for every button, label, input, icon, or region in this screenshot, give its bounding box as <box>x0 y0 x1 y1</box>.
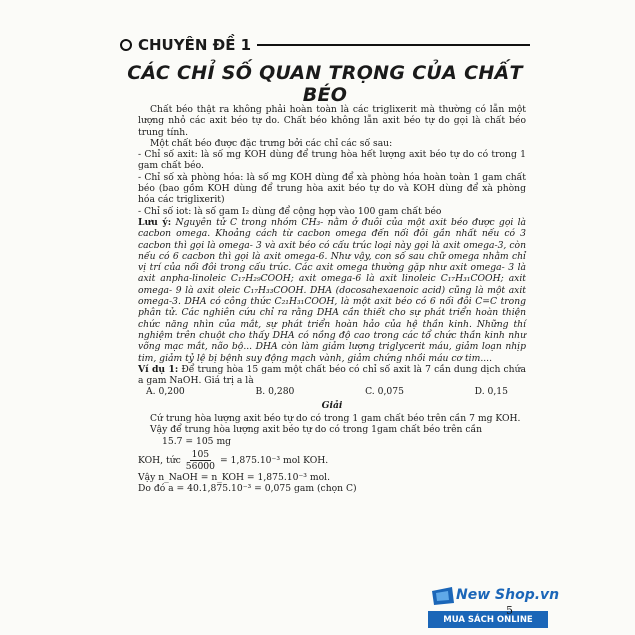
fraction-prefix: KOH, tức <box>138 454 181 466</box>
note-paragraph <box>138 217 526 364</box>
fraction-denominator: 56000 <box>185 460 215 472</box>
intro-paragraph: Chất béo thật ra không phải hoàn toàn là các triglixerit mà thường có lẫn một lượng nhỏ các axit béo tự do. Chất béo không lẫn axit béo tự do gọi là chất béo trung tính. <box>138 104 526 138</box>
solution-line-5: Vậy n_NaOH = n_KOH = 1,875.10⁻³ mol. <box>138 471 331 483</box>
example-question <box>138 364 526 387</box>
solution-line-3: 15.7 = 105 mg <box>162 435 232 447</box>
solution-line-6: Do đó a = 40.1,875.10⁻³ = 0,075 gam (chọn C) <box>138 483 357 495</box>
option-d: D. 0,15 <box>474 386 508 398</box>
features-intro: Một chất béo được đặc trưng bởi các chỉ các số sau: <box>150 137 393 149</box>
solution-heading: Giải <box>321 399 343 411</box>
solution-fraction-line <box>138 449 526 472</box>
shop-bag-icon <box>430 583 456 607</box>
solution-line-1: Cứ trung hòa lượng axit béo tự do có trong 1 gam chất béo trên cần 7 mg KOH. <box>150 413 521 425</box>
chapter-label: CHUYÊN ĐỀ 1 <box>138 36 252 54</box>
watermark-banner: MUA SÁCH ONLINE <box>428 611 548 628</box>
option-a: A. 0,200 <box>146 386 185 398</box>
example-text: Để trung hòa 15 gam một chất béo có chỉ số axit là 7 cần dung dịch chứa a gam NaOH. Giá trị a là <box>138 363 526 387</box>
solution-line-2: Vậy để trung hòa lượng axit béo tự do có trong 1gam chất béo trên cần <box>150 424 483 436</box>
newshop-watermark <box>428 583 568 631</box>
fraction-suffix: = 1,875.10⁻³ mol KOH. <box>220 454 329 466</box>
option-b: B. 0,280 <box>255 386 295 398</box>
note-text: Nguyên tử C trong nhóm CH₃- nằm ở đuôi của một axit béo được gọi là cacbon omega. Khoảng cách từ cacbon omega đến nối đôi gần nhất nếu có 3 cacbon thì gọi là omega- 3 và axit béo có cấu trúc loại này gọi là axit omega-3, còn nếu có 6 cacbon thì gọi là axit omega-6. Như vậy, con số sau chữ omega nhằm chỉ vị trí của nối đôi trong cấu trúc. Các axit omega thường gặp như axit omega- 3 là axit anpha-linoleic C₁₇H₂₉COOH; axit omega-6 là axit linoleic C₁₇H₃₁COOH; axit omega- 9 là axit oleic C₁₇H₃₃COOH. DHA (docosahexaenoic acid) cũng là một axit omega-3. DHA có công thức C₂₁H₃₁COOH, là một axit béo có 6 nối đôi C=C trong phân tử. Các nghiên cứu chỉ ra rằng DHA cần thiết cho sự phát triển hoàn thiện chức năng nhìn của mắt, sự phát triển hoàn hảo của hệ thần kinh. Những thí nghiệm trên chuột cho thấy DHA có nồng độ cao trong các tổ chức thần kinh như võng mạc mắt, não bộ... DHA còn làm giảm lượng triglycerit máu, giảm loạn nhịp tim, giảm tỷ lệ bị bệnh suy động mạch vành, giảm chứng nhồi máu cơ tim.... <box>138 216 527 364</box>
option-c: C. 0,075 <box>365 386 404 398</box>
example-label: Ví dụ 1: <box>138 363 179 375</box>
watermark-logo <box>430 583 559 607</box>
watermark-name: New Shop.vn <box>456 587 560 603</box>
chapter-header <box>120 33 530 57</box>
answer-options <box>138 386 526 397</box>
page-body <box>138 104 526 495</box>
fraction-numerator: 105 <box>191 448 210 460</box>
saponification-index-definition: - Chỉ số xà phòng hóa: là số mg KOH dùng để xà phòng hóa hoàn toàn 1 gam chất béo (bao gồm KOH dùng để trung hòa axit béo tự do và KOH dùng để xà phòng hóa các triglixerit) <box>138 171 526 206</box>
fraction <box>184 449 217 472</box>
iodine-index-definition: - Chỉ số iot: là số gam I₂ dùng để cộng hợp vào 100 gam chất béo <box>138 205 442 217</box>
page-number: 5 <box>506 604 513 617</box>
page-title: CÁC CHỈ SỐ QUAN TRỌNG CỦA CHẤT BÉO <box>127 62 523 106</box>
acid-index-definition: - Chỉ số axit: là số mg KOH dùng để trung hòa hết lượng axit béo tự do có trong 1 gam chất béo. <box>138 149 526 172</box>
chapter-rule <box>257 44 530 46</box>
chapter-bullet-icon <box>120 39 132 51</box>
note-label: Lưu ý: <box>138 216 172 228</box>
